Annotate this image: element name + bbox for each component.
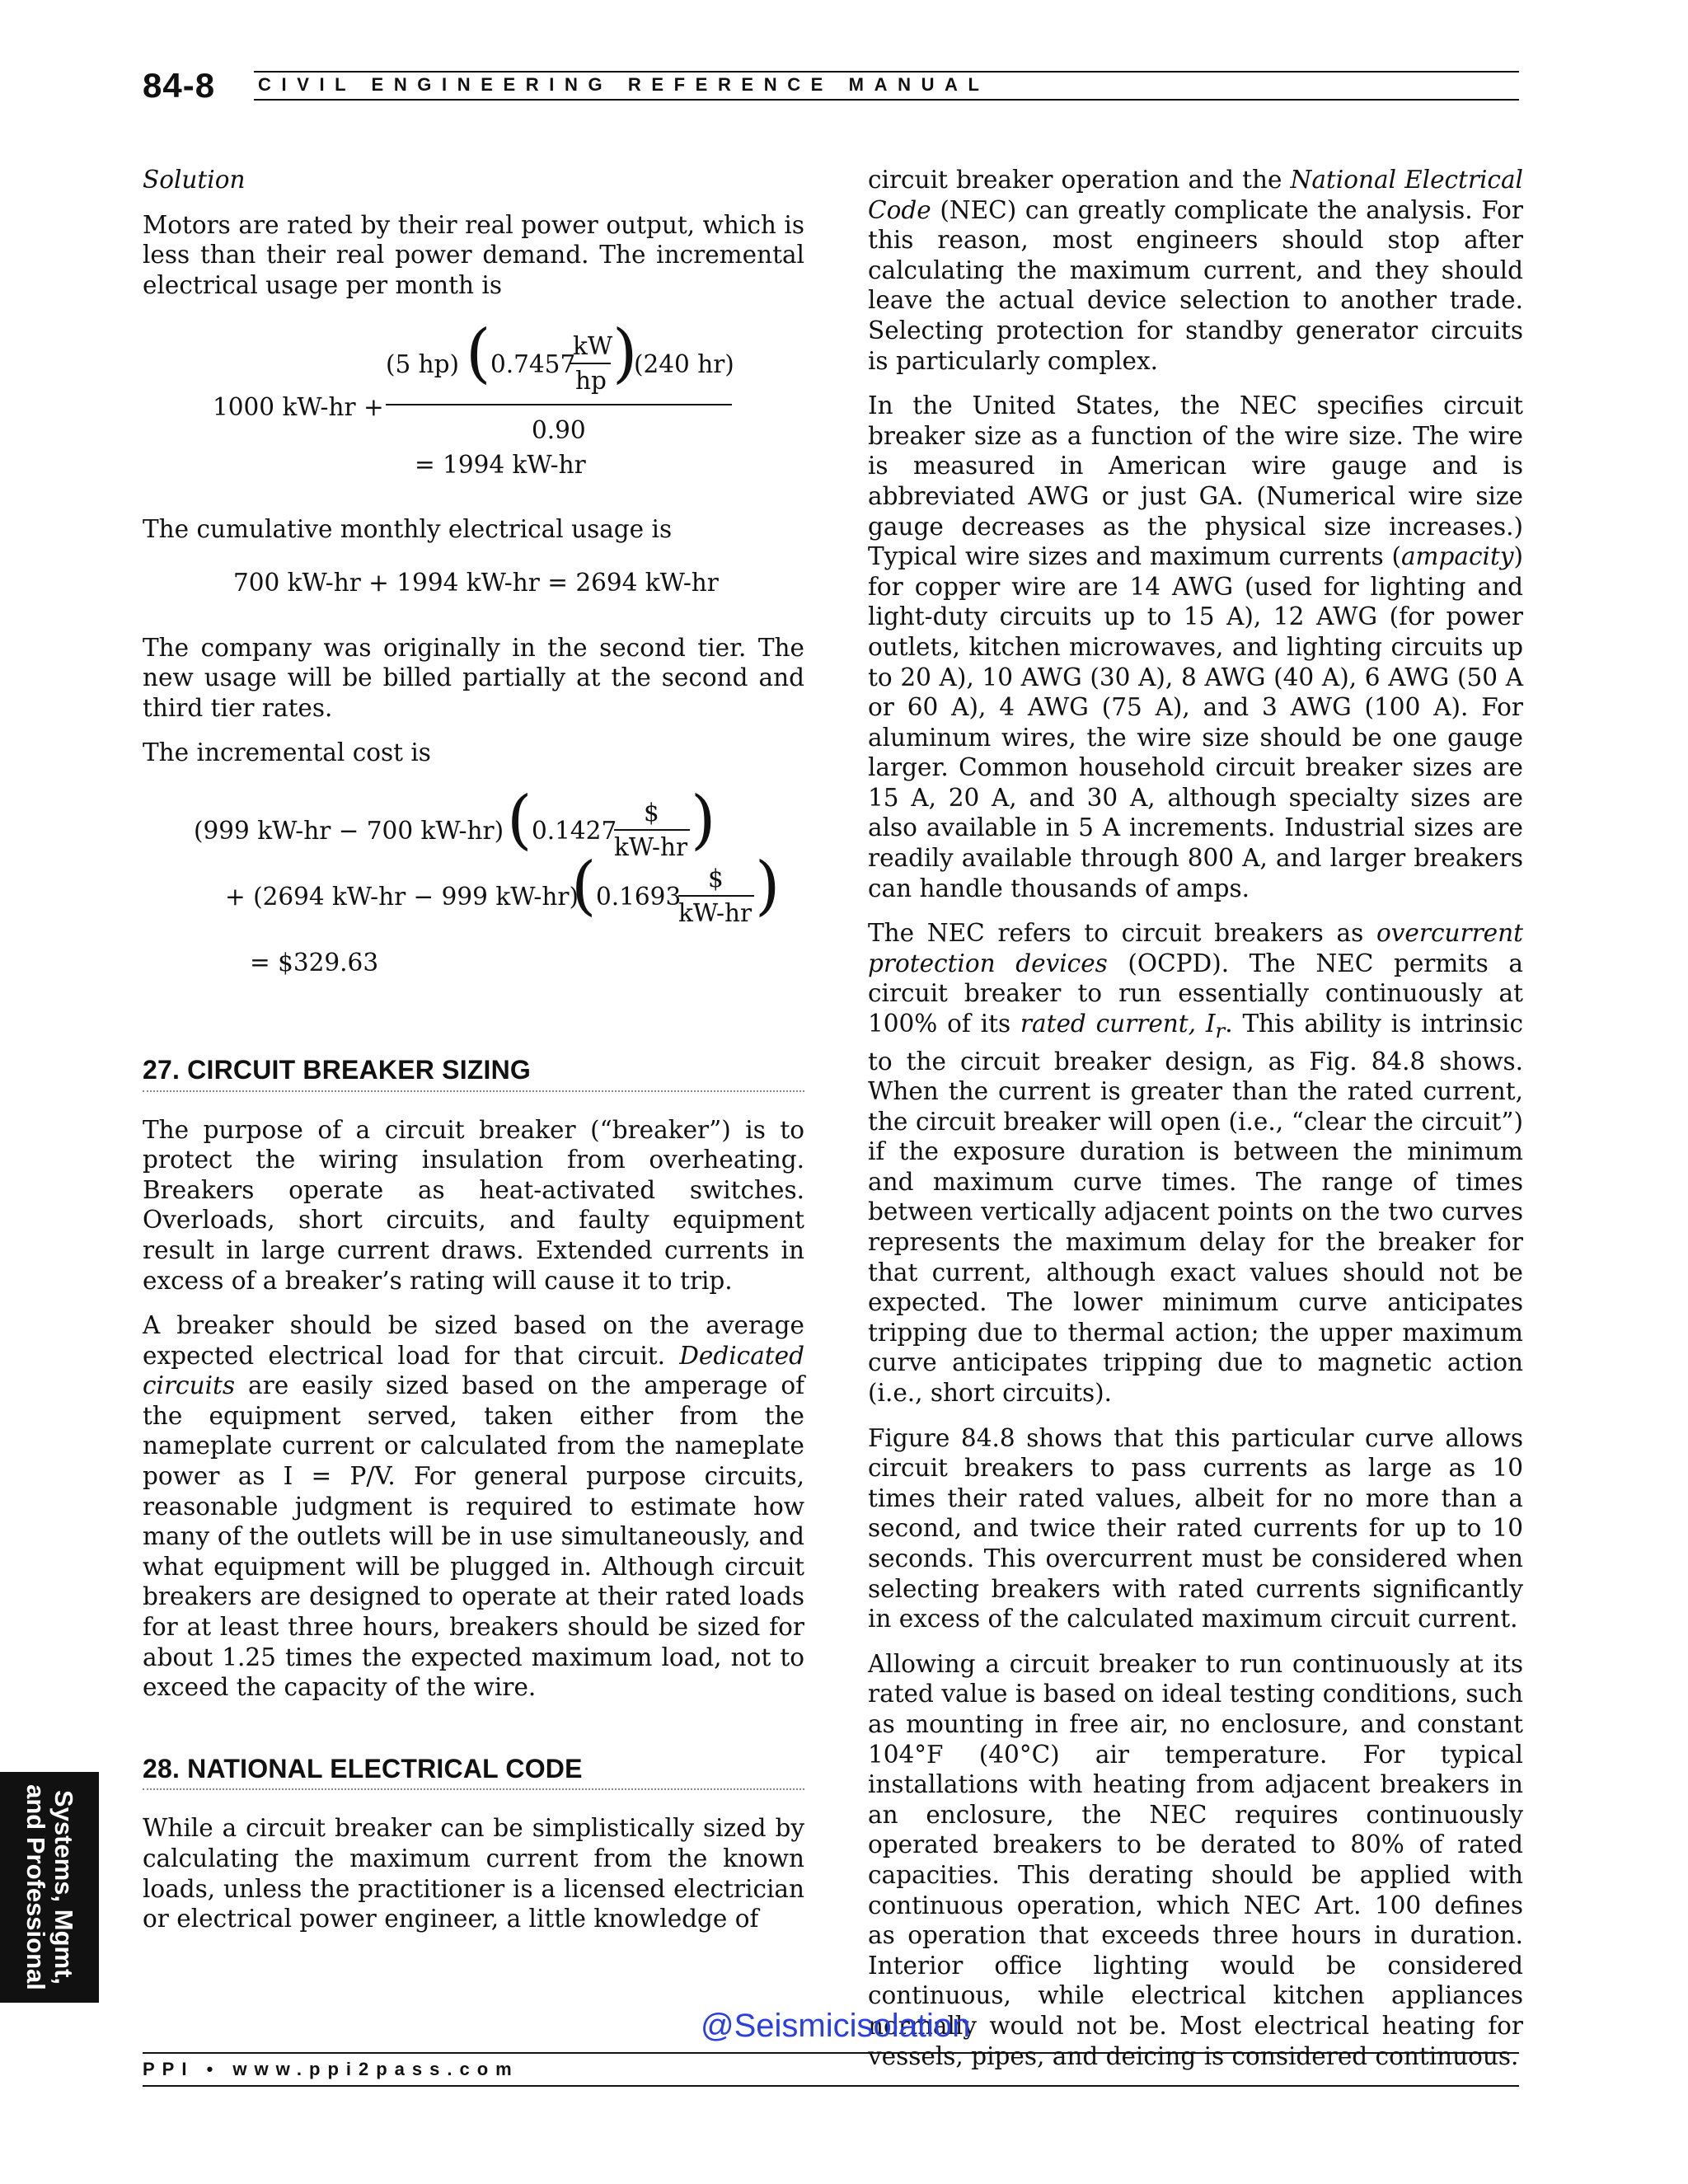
term: National Electrical Code	[868, 166, 1523, 224]
text: ) for copper wire are 14 AWG (used for lighting and light-duty circuits up to 15 A), 12 AWG (for power outlets, kitchen microwaves, and lighting circuits up to 20 A), 10 AWG (30 A), 8 AWG (40 A), 6 AWG (50 A or 60 A), 4 AWG (75 A), and 3 AWG (100 A). For aluminum wires, the wire size should be one gauge larger. Common household circuit breaker sizes are 15 A, 20 A, and 30 A, although specialty sizes are also available in 5 A increments. Industrial sizes are readily available through 800 A, and larger breakers can handle thousands of amps.	[868, 542, 1523, 902]
unit-numerator: $	[708, 864, 724, 893]
eq-term: (999 kW-hr − 700 kW-hr)	[194, 816, 504, 845]
paragraph: While a circuit breaker can be simplistically sized by calculating the maximum current from the known loads, unless the practitioner is a licensed electrician or electrical power engineer, a little knowledge of	[143, 1814, 804, 1933]
text: A breaker should be sized based on the average expected electrical load for that circuit.	[143, 1311, 804, 1370]
page-number: 84-8	[143, 66, 216, 105]
paragraph: Motors are rated by their real power output, which is less than their real power demand. The incremental electrical usage per month is	[143, 210, 804, 299]
footer-rule	[143, 2052, 1519, 2054]
side-tab-line: and Professional	[21, 1784, 50, 1990]
unit-numerator: kW	[573, 332, 613, 361]
text: In the United States, the NEC specifies circuit breaker size as a function of the wire size. The wire is measured in American wire gauge and is abbreviated AWG or just GA. (Numerical wire size gauge decreases as the physical size increases.) Typical wire sizes and maximum currents (	[868, 391, 1523, 571]
left-paren: (	[507, 782, 532, 857]
section-heading: 27. CIRCUIT BREAKER SIZING	[143, 1055, 804, 1092]
header-rule	[254, 71, 1519, 73]
paragraph	[868, 165, 1523, 376]
eq-coef: 0.1693	[596, 882, 682, 911]
text: The NEC refers to circuit breakers as	[868, 919, 1364, 948]
term: overcurrent protection devices	[868, 919, 1523, 977]
text: . This ability is intrinsic to the circuit breaker design, as Fig. 84.8 shows. When the current is greater than the rated current, the circuit breaker will open (i.e., “clear the circuit”) if the exposure duration is between the minimum and maximum curve times. The range of times between vertically adjacent points on the two curves represents the maximum delay for the breaker for that current, although exact values should not be expected. The lower minimum curve anticipates tripping due to thermal action; the upper maximum curve anticipates tripping due to magnetic action (i.e., short circuits).	[868, 1010, 1523, 1408]
right-column	[868, 165, 1523, 2086]
eq-coef: 0.7457	[490, 350, 576, 379]
unit-numerator: $	[644, 798, 659, 827]
left-column	[143, 165, 804, 1949]
footer-text: PPI • www.ppi2pass.com	[143, 2059, 519, 2079]
text: (OCPD). The NEC permits a circuit breaker to run essentially continuously at 100% of its	[868, 949, 1523, 1038]
term: rated current, I	[1020, 1010, 1216, 1038]
paragraph: The cumulative monthly electrical usage is	[143, 515, 673, 544]
eq-coef: 0.1427	[532, 816, 617, 845]
header-rule	[254, 99, 1519, 101]
text: circuit breaker operation and the	[868, 166, 1282, 194]
eq-result: = 1994 kW-hr	[415, 451, 586, 480]
left-paren: (	[466, 316, 491, 391]
equation-cost	[143, 783, 804, 989]
page-footer	[143, 2052, 1519, 2102]
right-paren: )	[691, 782, 716, 857]
unit-denominator: hp	[575, 367, 607, 396]
page-header	[143, 58, 1519, 107]
side-tab-line: Systems, Mgmt,	[49, 1789, 78, 1985]
running-title: CIVIL ENGINEERING REFERENCE MANUAL	[258, 74, 990, 95]
paragraph: The purpose of a circuit breaker (“breaker”) is to protect the wiring insulation from overheating. Breakers operate as heat-activated switches. Overloads, short circuits, and faulty equipment result in large current draws. Extended currents in excess of a breaker’s rating will cause it to trip.	[143, 1115, 804, 1295]
eq-factor: (5 hp)	[386, 350, 460, 379]
unit-denominator: kW-hr	[678, 898, 753, 927]
right-paren: )	[755, 848, 781, 923]
paragraph	[868, 391, 1523, 903]
eq-denominator: 0.90	[532, 416, 586, 445]
paragraph	[868, 918, 1523, 1408]
eq-factor: (240 hr)	[634, 350, 734, 379]
text: are easily sized based on the amperage of the equipment served, taken either from the nameplate current or calculated from the nameplate power as I = P/V. For general purpose circuits, reasonable judgment is required to estimate how many of the outlets will be in use simultaneously, and what equipment will be plugged in. Although circuit breakers are designed to operate at their rated loads for at least three hours, breakers should be sized for about 1.25 times the expected maximum load, not to exceed the capacity of the wire.	[143, 1371, 804, 1702]
left-paren: (	[571, 848, 597, 923]
footer-rule	[143, 2085, 1519, 2087]
paragraph: Figure 84.8 shows that this particular curve allows circuit breakers to pass currents as large as 10 times their rated values, albeit for no more than a second, and twice their rated currents for up to 10 seconds. This overcurrent must be considered when selecting breakers with rated currents significantly in excess of the calculated maximum circuit current.	[868, 1423, 1523, 1633]
text: (NEC) can greatly complicate the analysis. For this reason, most engineers should stop after calculating the maximum current, and they should leave the actual device selection to another trade. Selecting protection for standby generator circuits is particularly complex.	[868, 195, 1523, 375]
section-side-tab	[0, 1772, 99, 2003]
term: Dedicated circuits	[143, 1341, 804, 1400]
unit-fraction-line	[614, 829, 690, 831]
unit-fraction-line	[678, 895, 754, 897]
paragraph: The company was originally in the second tier. The new usage will be billed partially at the second and third tier rates.	[143, 633, 804, 722]
right-paren: )	[612, 316, 638, 391]
eq-term: + (2694 kW-hr − 999 kW-hr)	[225, 882, 579, 911]
paragraph: Allowing a circuit breaker to run continuously at its rated value is based on ideal testing conditions, such as mounting in free air, no enclosure, and constant 104°F (40°C) air temperature. For typical installations with heating from adjacent breakers in an enclosure, the NEC requires continuously operated breakers to be derated to 80% of rated capacities. This derating should be applied with continuous operation, which NEC Art. 100 defines as operation that exceeds three hours in duration. Interior office lighting would be considered continuous, while electrical kitchen appliances normally would not be. Most electrical heating for vessels, pipes, and deicing is considered continuous.	[868, 1649, 1523, 2070]
eq-lead: 1000 kW-hr +	[213, 393, 384, 422]
paragraph	[143, 1310, 804, 1703]
unit-fraction-line	[570, 363, 611, 364]
equation-usage	[143, 316, 804, 490]
unit-denominator: kW-hr	[614, 832, 688, 861]
subscript: r	[1215, 1018, 1226, 1043]
eq-result: = $329.63	[250, 948, 379, 977]
side-tab-label	[21, 1784, 77, 1990]
paragraph: The incremental cost is	[143, 738, 431, 767]
section-heading: 28. NATIONAL ELECTRICAL CODE	[143, 1754, 804, 1791]
solution-label: Solution	[143, 166, 246, 194]
term: ampacity	[1400, 542, 1514, 571]
watermark: @Seismicisolation	[701, 2008, 971, 2044]
main-fraction-line	[386, 404, 732, 405]
equation-cumulative: 700 kW-hr + 1994 kW-hr = 2694 kW-hr	[233, 568, 719, 597]
